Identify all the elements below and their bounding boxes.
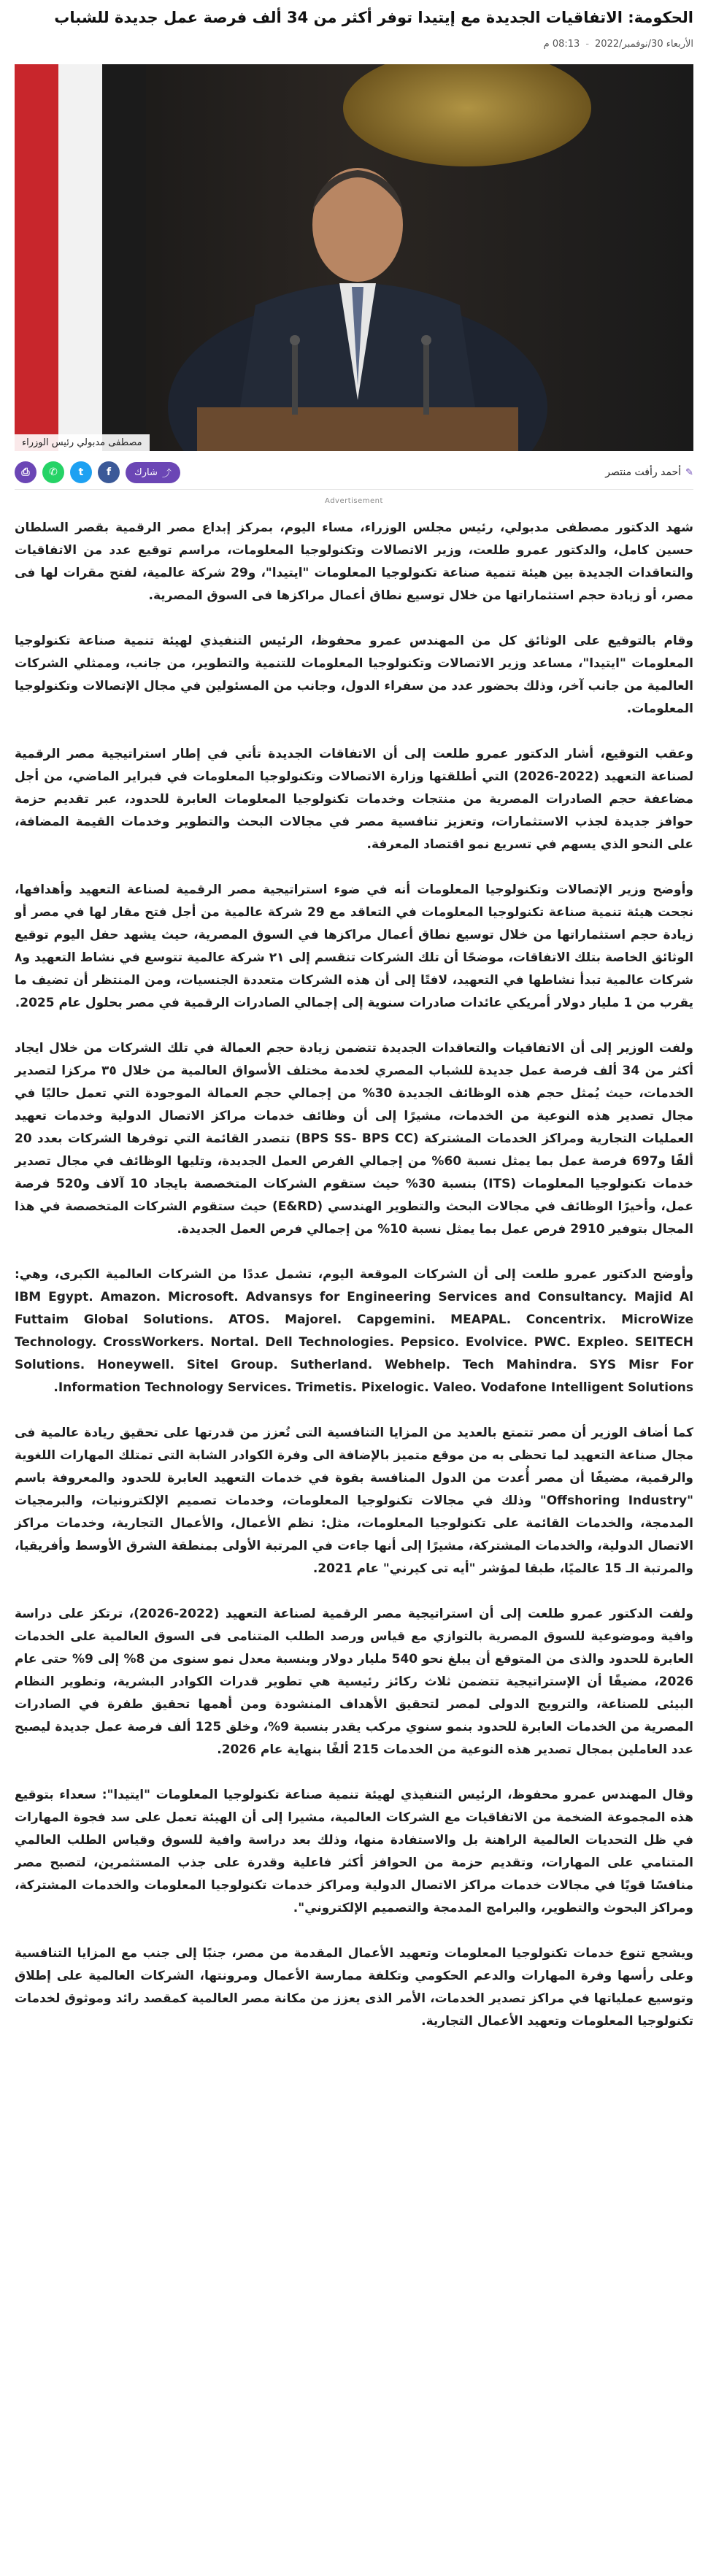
article-photo [15,64,693,451]
twitter-icon[interactable]: t [70,461,92,483]
author-name: أحمد رأفت منتصر [605,466,682,479]
time-text: 08:13 م [543,39,580,50]
share-icon: ⤴ [161,468,172,480]
paragraph: ولفت الوزير إلى أن الاتفاقيات والتعاقدات الجديدة تتضمن زيادة حجم العمالة في تلك الشركات من خلال ايجاد أكثر من 34 ألف فرصة عمل جديدة للشباب المصري لخدمة مختلف الأسواق العالمية من خلال ٣٥ مركزا لتصدير الخدمات، حيث يُمثل حجم هذه الوظائف الجديدة 30% من إجمالي حجم العمالة الموجودة التي تعمل حاليًا في مجال تصدير هذه النوعية من الخدمات، مشيرًا إلى أن وظائف خدمات مراكز الاتصال الدولية وخدمات تعهيد العمليات التجارية ومراكز الخدمات المشتركة (BPS SS- BPS CC) تتصدر القائمة التي توفرها الشركات بعدد 20 ألفًا و697 فرصة عمل بما يمثل نسبة 60% من إجمالي الفرص العمل الجديدة، وتليها الوظائف في مجال تصدير خدمات تكنولوجيا المعلومات (ITS) بنسبة 30% حيث ستقوم الشركات المتخصصة بايجاد 10 آلاف و520 فرصة عمل، وأخيرًا الوظائف في مجالات البحث والتطوير الهندسي (E&RD) حيث ستقوم الشركات المتخصصة في هذا المجال بتوفير 2910 فرص عمل بما يمثل نسبة 10% من إجمالي فرص العمل الجديدة. [15,1041,694,1237]
paragraph: شهد الدكتور مصطفى مدبولي، رئيس مجلس الوزراء، مساء اليوم، بمركز إبداع مصر الرقمية بقصر السلطان حسين كامل، والدكتور عمرو طلعت، وزير الاتصالات وتكنولوجيا المعلومات، مراسم توقيع عدد من الاتفاقيات والتعاقدات الجديدة بين هيئة تنمية صناعة تكنولوجيا المعلومات "ايتيدا"، و29 شركة عالمية، لفتح مقرات لها فى مصر، أو زيادة حجم استثماراتها من خلال توسيع نطاق أعمال مراكزها فى السوق المصرية. [15,520,693,604]
whatsapp-icon[interactable]: ✆ [42,461,64,483]
facebook-icon[interactable]: f [98,461,120,483]
paragraph: وعقب التوقيع، أشار الدكتور عمرو طلعت إلى أن الاتفاقات الجديدة تأتي في إطار استراتيجية مصر الرقمية لصناعة التعهيد (2022-2026) التي أطلقتها وزارة الاتصالات وتكنولوجيا المعلومات في فبراير الماضي، من أجل مضاعفة حجم الصادرات المصرية من منتجات وخدمات تكنولوجيا المعلومات العابرة للحدود، عبر تقديم حزمة حوافز جديدة لجذب الاستثمارات، وتعزيز تنافسية مصر في مجالات البحث والتطوير وخدمات القيمة المضافة، على النحو الذي يسهم في تسريع نمو اقتصاد المعرفة. [15,747,693,853]
pen-icon: ✎ [685,466,693,478]
photo-caption: مصطفى مدبولي رئيس الوزراء [15,434,150,451]
print-icon[interactable]: ⎙ [15,461,36,483]
share-bar [15,461,180,483]
photo-illustration [15,64,693,451]
date-separator: - [585,39,590,50]
share-label: شارك [134,466,158,478]
paragraph: وأوضح الدكتور عمرو طلعت إلى أن الشركات الموقعة اليوم، تشمل عددًا من الشركات العالمية الكبرى، وهي: IBM Egypt. Amazon. Microsoft. Advansys for Engineering Services and Consultancy. Majid Al Futtaim Global Solutions. ATOS. Majorel. Capgemini. MEAPAL. Concentrix. MicroWize Technology. CrossWorkers. Nortal. Dell Technologies. Pepsico. Evolvice. PWC. Expleo. SEITECH Solutions. Honeywell. Sitel Group. Sutherland. Webhelp. Tech Mahindra. SYS Misr For Information Technology Services. Trimetis. Pixelogic. Valeo. Vodafone Intelligent Solutions. [15,1267,693,1396]
paragraph: ولفت الدكتور عمرو طلعت إلى أن استراتيجية مصر الرقمية لصناعة التعهيد (2022-2026)، ترتكز على دراسة وافية وموضوعية للسوق المصرية بالتوازي مع قياس ورصد الطلب المتنامى فى السوق العالمية على الخدمات العابرة للحدود والذى من المتوقع أن يبلغ نحو 540 مليار دولار وبنسبة معدل نمو سنوى من 8% إلى 9% حتى عام 2026، مضيفًا أن الإستراتيجية تتضمن ثلاث ركائز رئيسية هي تطوير قدرات الكوادر البشرية، وتطوير النظام البيئى للصناعة، والترويج الدولى لمصر لتحقيق الأهداف المنشودة ومن أهمها تحقيق طفرة في الصادرات المصرية من الخدمات العابرة للحدود بنمو سنوي مركب يقدر بنسبة 9%، وخلق 125 ألف فرصة عمل جديدة ليصبح عدد العاملين بمجال تصدير هذه النوعية من الخدمات 215 ألفًا بنهاية عام 2026. [15,1607,694,1758]
paragraph: ويشجع تنوع خدمات تكنولوجيا المعلومات وتعهيد الأعمال المقدمة من مصر، جنبًا إلى جنب مع المزايا التنافسية وعلى رأسها وفرة المهارات والدعم الحكومي وتكلفة ممارسة الأعمال ومرونتها، الشركات العالمية على إطلاق وتوسيع عملياتها في مراكز تصدير الخدمات، الأمر الذى يعزز من مكانة مصر العالمية كمقصد رائد وموثوق لخدمات تكنولوجيا المعلومات وتعهيد الأعمال التجارية. [15,1946,693,2029]
date-text: الأربعاء 30/نوفمبر/2022 [595,39,693,50]
share-button[interactable] [126,462,180,483]
article [15,0,693,2033]
article-headline: الحكومة: الاتفاقيات الجديدة مع إيتيدا توفر أكثر من 34 ألف فرصة عمل جديدة للشباب [54,9,693,26]
article-body [15,517,693,2033]
paragraph: وأوضح وزير الإتصالات وتكنولوجيا المعلومات أنه في ضوء استراتيجية مصر الرقمية لصناعة التعهيد وأهدافها، نجحت هيئة تنمية صناعة تكنولوجيا المعلومات في التعاقد مع 29 شركة عالمية من أجل فتح مقار لها في مصر أو زيادة حجم استثماراتها من خلال توسيع نطاق أعمال مراكزها في السوق المصرية، حيث يشهد حفل اليوم توقيع الوثائق الخاصة بتلك الاتفاقات، موضحًا أن تلك الشركات تنقسم إلى ٢١ شركة عالمية تتوسع في نشاط التعهيد و٨ شركات عالمية تبدأ نشاطها في التعهيد، لافتًا إلى أن هذه الشركات متعددة الجنسيات، ومن المنتظر أن تضيف ما يقرب من 1 مليار دولار أمريكي عائدات صادرات سنوية إلى إجمالي الصادرات الرقمية في مصر بحلول عام 2025. [15,883,693,1011]
author-link[interactable] [605,466,693,478]
advertisement-label: Advertisement [325,497,383,506]
paragraph: كما أضاف الوزير أن مصر تتمتع بالعديد من المزايا التنافسية التى تُعزز من قدرتها على تحقيق ريادة عالمية فى مجال صناعة التعهيد لما تحظى به من موقع متميز بالإضافة الى وفرة الكوادر الشابة التى تمتلك المهارات اللغوية والرقمية، مضيفًا أن مصر أُعدت من الدول المنافسة بقوة في خدمات التعهيد العابرة للحدود والمعروفة باسم "Offshoring Industry" وذلك في مجالات تكنولوجيا المعلومات، وخدمات تصميم الإلكترونيات، والبرمجيات المدمجة، والخدمات القائمة على تكنولوجيا المعلومات، مثل: نظم الأعمال، والأعمال التجارية، وخدمات مراكز الاتصال الدولية، والخدمات المشتركة، مشيرًا إلى أنها جاءت في المرتبة الأولى بمنطقة الشرق الأوسط وأفريقيا، والمرتبة الـ 15 عالميًا، طبقا لمؤشر "أيه تى كيرني" عام 2021. [15,1426,693,1577]
paragraph: وقام بالتوقيع على الوثائق كل من المهندس عمرو محفوظ، الرئيس التنفيذي لهيئة تنمية صناعة تكنولوجيا المعلومات "ايتيدا"، مساعد وزير الاتصالات وتكنولوجيا المعلومات للتنمية والتطوير، من جانب، وممثلي الشركات العالمية من جانب آخر، وذلك بحضور عدد من سفراء الدول، وجانب من المسئولين في مجال الإتصالات وتكنولوجيا المعلومات. [15,634,693,717]
publish-date [15,39,693,50]
article-meta [15,451,693,490]
paragraph: وقال المهندس عمرو محفوظ، الرئيس التنفيذي لهيئة تنمية صناعة تكنولوجيا المعلومات "ايتيدا": سعداء بتوقيع هذه المجموعة الضخمة من الاتفاقيات مع الشركات العالمية، مشيرا إلى أن الهيئة تعمل على سد فجوة المهارات في ظل التحديات العالمية الراهنة بل والاستفادة منها، وذلك بعد دراسة وافية للسوق وقياس الطلب العالمي المتنامي على المهارات، وتقديم حزمة من الحوافز أكثر فاعلية وقدرة على جذب المستثمرين، لتصبح مصر منافسًا قويًا في مجالات خدمات مراكز الاتصال الدولية ومراكز خدمات تكنولوجيا المعلومات والخدمات المشتركة، ومراكز البحوث والتطوير، والبرامج المدمجة والتصميم الإلكتروني". [15,1788,693,1916]
